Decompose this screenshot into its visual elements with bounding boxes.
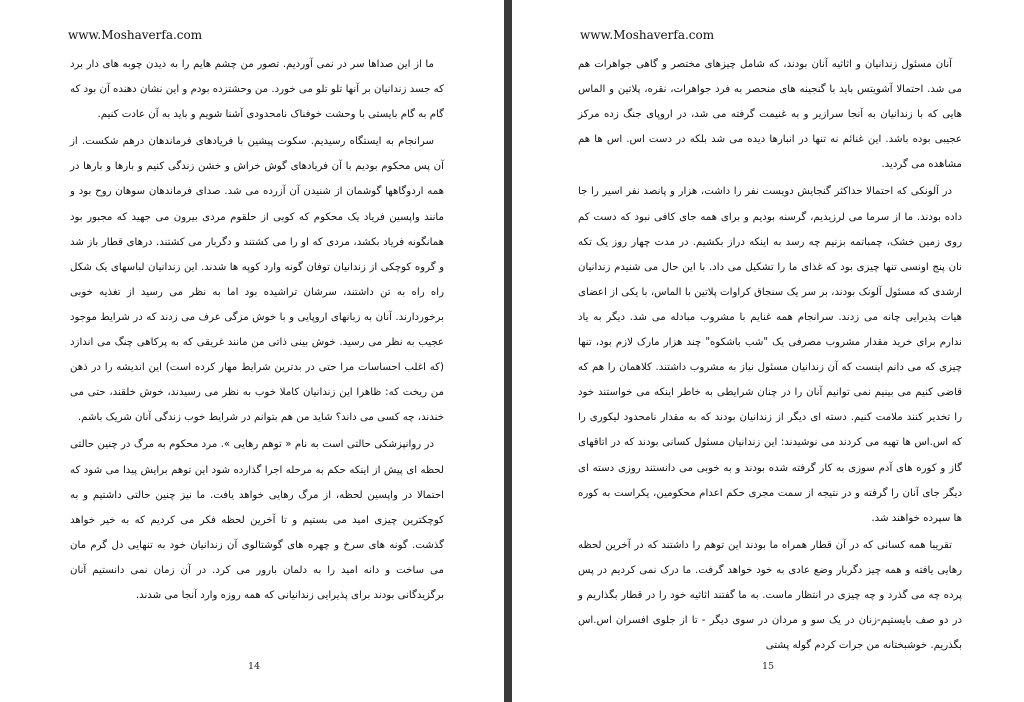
page-number: 15 xyxy=(761,661,775,672)
paragraph: در روانپزشکی حالتی است به نام « توهم رهایی ». مرد محکوم به مرگ در چنین حالتی لحظه ای پیش از اینکه حکم به مرحله اجرا گذارده شود این توهم برایش پیدا می شود که احتمالا در واپسین لحظه، از مرگ رهایی خواهد یافت. ما نیز چنین حالتی داشتیم و به کوچکترین چیزی امید می بستیم و تا آخرین لحظه فکر می کردیم که به خیر خواهد گذشت. گونه های سرخ و چهره های گوشتالوی آن زندانیان خود به تنهایی دل گرم مان می ساخت و دانه امید را به دلمان بارور می کرد. در آن زمان نمی دانستیم آنان برگزیدگانی بودند برای پذیرایی زندانیانی که همه روزه وارد آنجا می شدند. xyxy=(70,439,444,601)
paragraph: آنان مسئول زندانیان و اثاثیه آنان بودند، که شامل چیزهای مختصر و گاهی جواهرات هم می شد. احتمالا آشویتس باید با گنجینه های منحصر به فرد جواهرات، نقره، پلاتین و الماس هایی که با زندانیان به آنجا سرازیر و به غنیمت گرفته می شد، در اروپای جنگ زده مرکز عجیبی بوده باشد. این غنائم نه تنها در انبارها دیده می شد بلکه در دست اس. اس ها هم مشاهده می گردید. xyxy=(578,59,962,171)
paragraph: در آلونکی که احتمالا حداکثر گنجایش دویست نفر را داشت، هزار و پانصد نفر اسیر را جا داده بودند. ما از سرما می لرزیدیم، گرسنه بودیم و برای همه جای کافی نبود که دست کم روی زمین خشک، چمباتمه بزنیم چه رسد به اینکه دراز بکشیم. در مدت چهار روز یک تکه نان پنج اونسی تنها چیزی بود که غذای ما را تشکیل می داد. با این حال می شنیدم زندانیان ارشدی که مسئول آلونک بودند، بر سر یک سنجاق کراوات پلاتین با الماس، با یکی از اعضای هیات پذیرایی چانه می زدند. سرانجام همه غنایم با مشروب مبادله می شد. دیگر به یاد ندارم برای خرید مقدار مشروب مصرفی یک "شب باشکوه" چند هزار مارک لازم بود، تنها چیزی که می دانم اینست که آن زندانیان مسئول نیاز به مشروب داشتند. کلاهمان را هم که قاضی کنیم می بینیم نمی توانیم آنان را در چنان شرایطی به خاطر اینکه می خواستند خود را تخدیر کنند ملامت کنیم. دسته ای دیگر از زندانیان بودند که به مقدار نامحدود لیکوری را که اس.اس ها تهیه می کردند می نوشیدند: این زندانیان مسئول کسانی بودند که در اتاقهای گاز و کوره های آدم سوزی به کار گرفته شده بودند و به خوبی می دانستند روزی دسته ای دیگر جای آنان را گرفته و در نتیجه از سمت مجری حکم اعدام محکومین، یکراست به کوره ها سپرده خواهند شد. xyxy=(578,186,962,524)
site-header: www.Moshaverfa.com xyxy=(68,28,203,42)
paragraph: سرانجام به ایستگاه رسیدیم. سکوت پیشین با فریادهای فرماندهان درهم شکست. از آن پس محکوم بودیم با آن فریادهای گوش خراش و خشن زندگی کنیم و بارها و بارها در همه اردوگاهها گوشمان از شنیدن آن آزرده می شد. صدای فرماندهان سوهان روح بود و مانند واپسین فریاد یک محکوم که کوبی از حلقوم مردی بیرون می جهید که مجبور بود همانگونه فریاد بکشد، مردی که او را می کشتند و دگربار می کشتند. درهای قطار باز شد و گروه کوچکی از زندانیان توفان گونه وارد کوپه ها شدند. این زندانیان لباسهای یک شکل راه راه به تن داشتند، سرشان تراشیده بود اما به نظر می رسید از تغذیه خوبی برخوردارند. آنان به زبانهای اروپایی و با خوش مزگی عرف می زدند که در شرایط موجود عجیب به نظر می رسید. خوش بینی ذاتی من مانند غریقی که به پرکاهی چنگ می اندازد (که اغلب احساسات مرا حتی در بدترین شرایط مهار کرده است) این اندیشه را در ذهن من ریخت که: ظاهرا این زندانیان کاملا خوب به نظر می رسیدند، خوش خلقند، حتی می خندند، چه کسی می داند؟ شاید من هم بتوانم در شرایط خوب زندگی آنان شریک باشم. xyxy=(70,136,444,424)
site-header: www.Moshaverfa.com xyxy=(580,28,715,42)
page-left xyxy=(0,0,504,702)
page-body xyxy=(70,52,444,610)
paragraph: تقریبا همه کسانی که در آن قطار همراه ما بودند این توهم را داشتند که در آخرین لحظه رهایی یافته و همه چیز دگربار وضع عادی به خود خواهد گرفت. ما درک نمی کردیم در پس پرده چه می گذرد و چه چیزی در انتظار ماست. به ما گفتند اثاثیه خود را در قطار بگذاریم و در دو صف بایستیم-زنان در یک سو و مردان در سوی دیگر - تا از جلوی افسران اس.اس بگذریم. خوشبختانه من جرات کردم گوله پشتی xyxy=(578,539,962,652)
page-number: 14 xyxy=(247,661,261,672)
paragraph: ما از این صداها سر در نمی آوردیم. تصور من چشم هایم را به دیدن چوبه های دار برد که جسد زندانیان بر آنها تلو تلو می خورد. من وحشتزده بودم و این نشان دهنده آن بود که گام به گام بایستی با وحشت خوفناک نامحدودی آشنا شویم و باید به آن عادت کنیم. xyxy=(70,59,444,121)
page-body xyxy=(578,52,962,660)
page-right xyxy=(512,0,1024,702)
